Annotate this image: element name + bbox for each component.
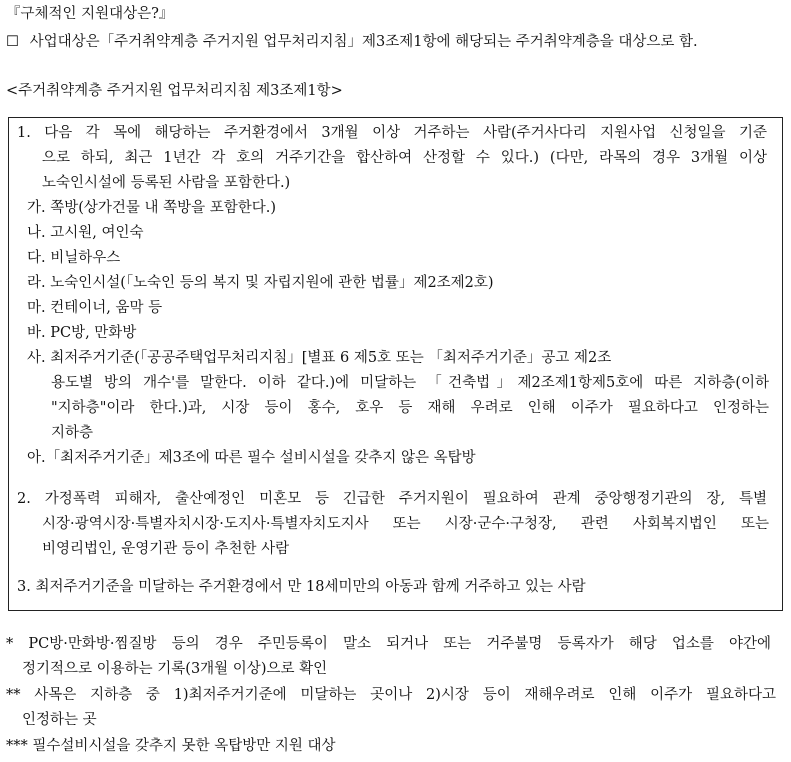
subitem-sa-line-4: 지하층 xyxy=(51,425,94,441)
target-line xyxy=(6,33,776,51)
note2-line-1: ** 사목은 지하층 중 1)최저주거기준에 미달하는 곳이나 2)시장 등이 재해우려로 인해 이주가 필요하다고 xyxy=(6,687,776,703)
section-heading: 『구체적인 지원대상은?』 xyxy=(6,6,174,22)
item2-line-3: 비영리법인, 운영기관 등이 추천한 사람 xyxy=(42,541,290,557)
subitem-sa-line-3: "지하층"이라 한다.)과, 시장 등이 홍수, 호우 등 재해 우려로 인해 이주가 필요하다고 인정하는 xyxy=(51,400,769,416)
item2-line-2: 시장·광역시장·특별자치시장·도지사·특별자치도지사 또는 시장·군수·구청장, 관련 사회복지법인 또는 xyxy=(42,516,769,532)
item2-line-1: 2. 가정폭력 피해자, 출산예정인 미혼모 등 긴급한 주거지원이 필요하여 관계 중앙행정기관의 장, 특별 xyxy=(17,491,767,507)
note1-line-1: * PC방·만화방·찜질방 등의 경우 주민등록이 말소 되거나 또는 거주불명 등록자가 해당 업소를 야간에 xyxy=(6,636,771,652)
subitem-sa-line-2: 용도별 방의 개수'를 말한다. 이하 같다.)에 미달하는 「건축법」제2조제1항제5호에 따른 지하층(이하 xyxy=(51,375,769,391)
note2-line-2: 인정하는 곳 xyxy=(22,712,97,728)
subitem-na: 나. 고시원, 여인숙 xyxy=(27,225,144,241)
subitem-da: 다. 비닐하우스 xyxy=(27,250,121,266)
note1-line-2: 정기적으로 이용하는 기록(3개월 이상)으로 확인 xyxy=(22,661,328,677)
regulation-title: <주거취약계층 주거지원 업무처리지침 제3조제1항> xyxy=(6,83,343,99)
subitem-ga: 가. 쪽방(상가건물 내 쪽방을 포함한다.) xyxy=(27,200,277,216)
target-text: 사업대상은「주거취약계층 주거지원 업무처리지침」제3조제1항에 해당되는 주거취약계층을 대상으로 함. xyxy=(29,34,698,50)
subitem-ma: 마. 컨테이너, 움막 등 xyxy=(27,300,163,316)
item1-line-2: 으로 하되, 최근 1년간 각 호의 거주기간을 합산하여 산정할 수 있다.) (다만, 라목의 경우 3개월 이상 xyxy=(42,150,767,166)
subitem-a: 아.「최저주거기준」제3조에 따른 필수 설비시설을 갖추지 않은 옥탑방 xyxy=(27,450,476,466)
subitem-ra: 라. 노숙인시설(「노숙인 등의 복지 및 자립지원에 관한 법률」제2조제2호) xyxy=(27,275,494,291)
subitem-ba: 바. PC방, 만화방 xyxy=(27,325,137,341)
subitem-sa-line-1: 사. 최저주거기준(「공공주택업무처리지침」[별표 6 제5호 또는 「최저주거기준」공고 제2조 xyxy=(27,350,612,366)
item3: 3. 최저주거기준을 미달하는 주거환경에서 만 18세미만의 아동과 함께 거주하고 있는 사람 xyxy=(17,579,586,595)
note3: *** 필수설비시설을 갖추지 못한 옥탑방만 지원 대상 xyxy=(6,738,336,754)
checkbox-icon: ☐ xyxy=(6,34,19,50)
item1-line-3: 노숙인시설에 등록된 사람을 포함한다.) xyxy=(42,175,291,191)
item1-line-1: 1. 다음 각 목에 해당하는 주거환경에서 3개월 이상 거주하는 사람(주거사다리 지원사업 신청일을 기준 xyxy=(17,125,767,141)
